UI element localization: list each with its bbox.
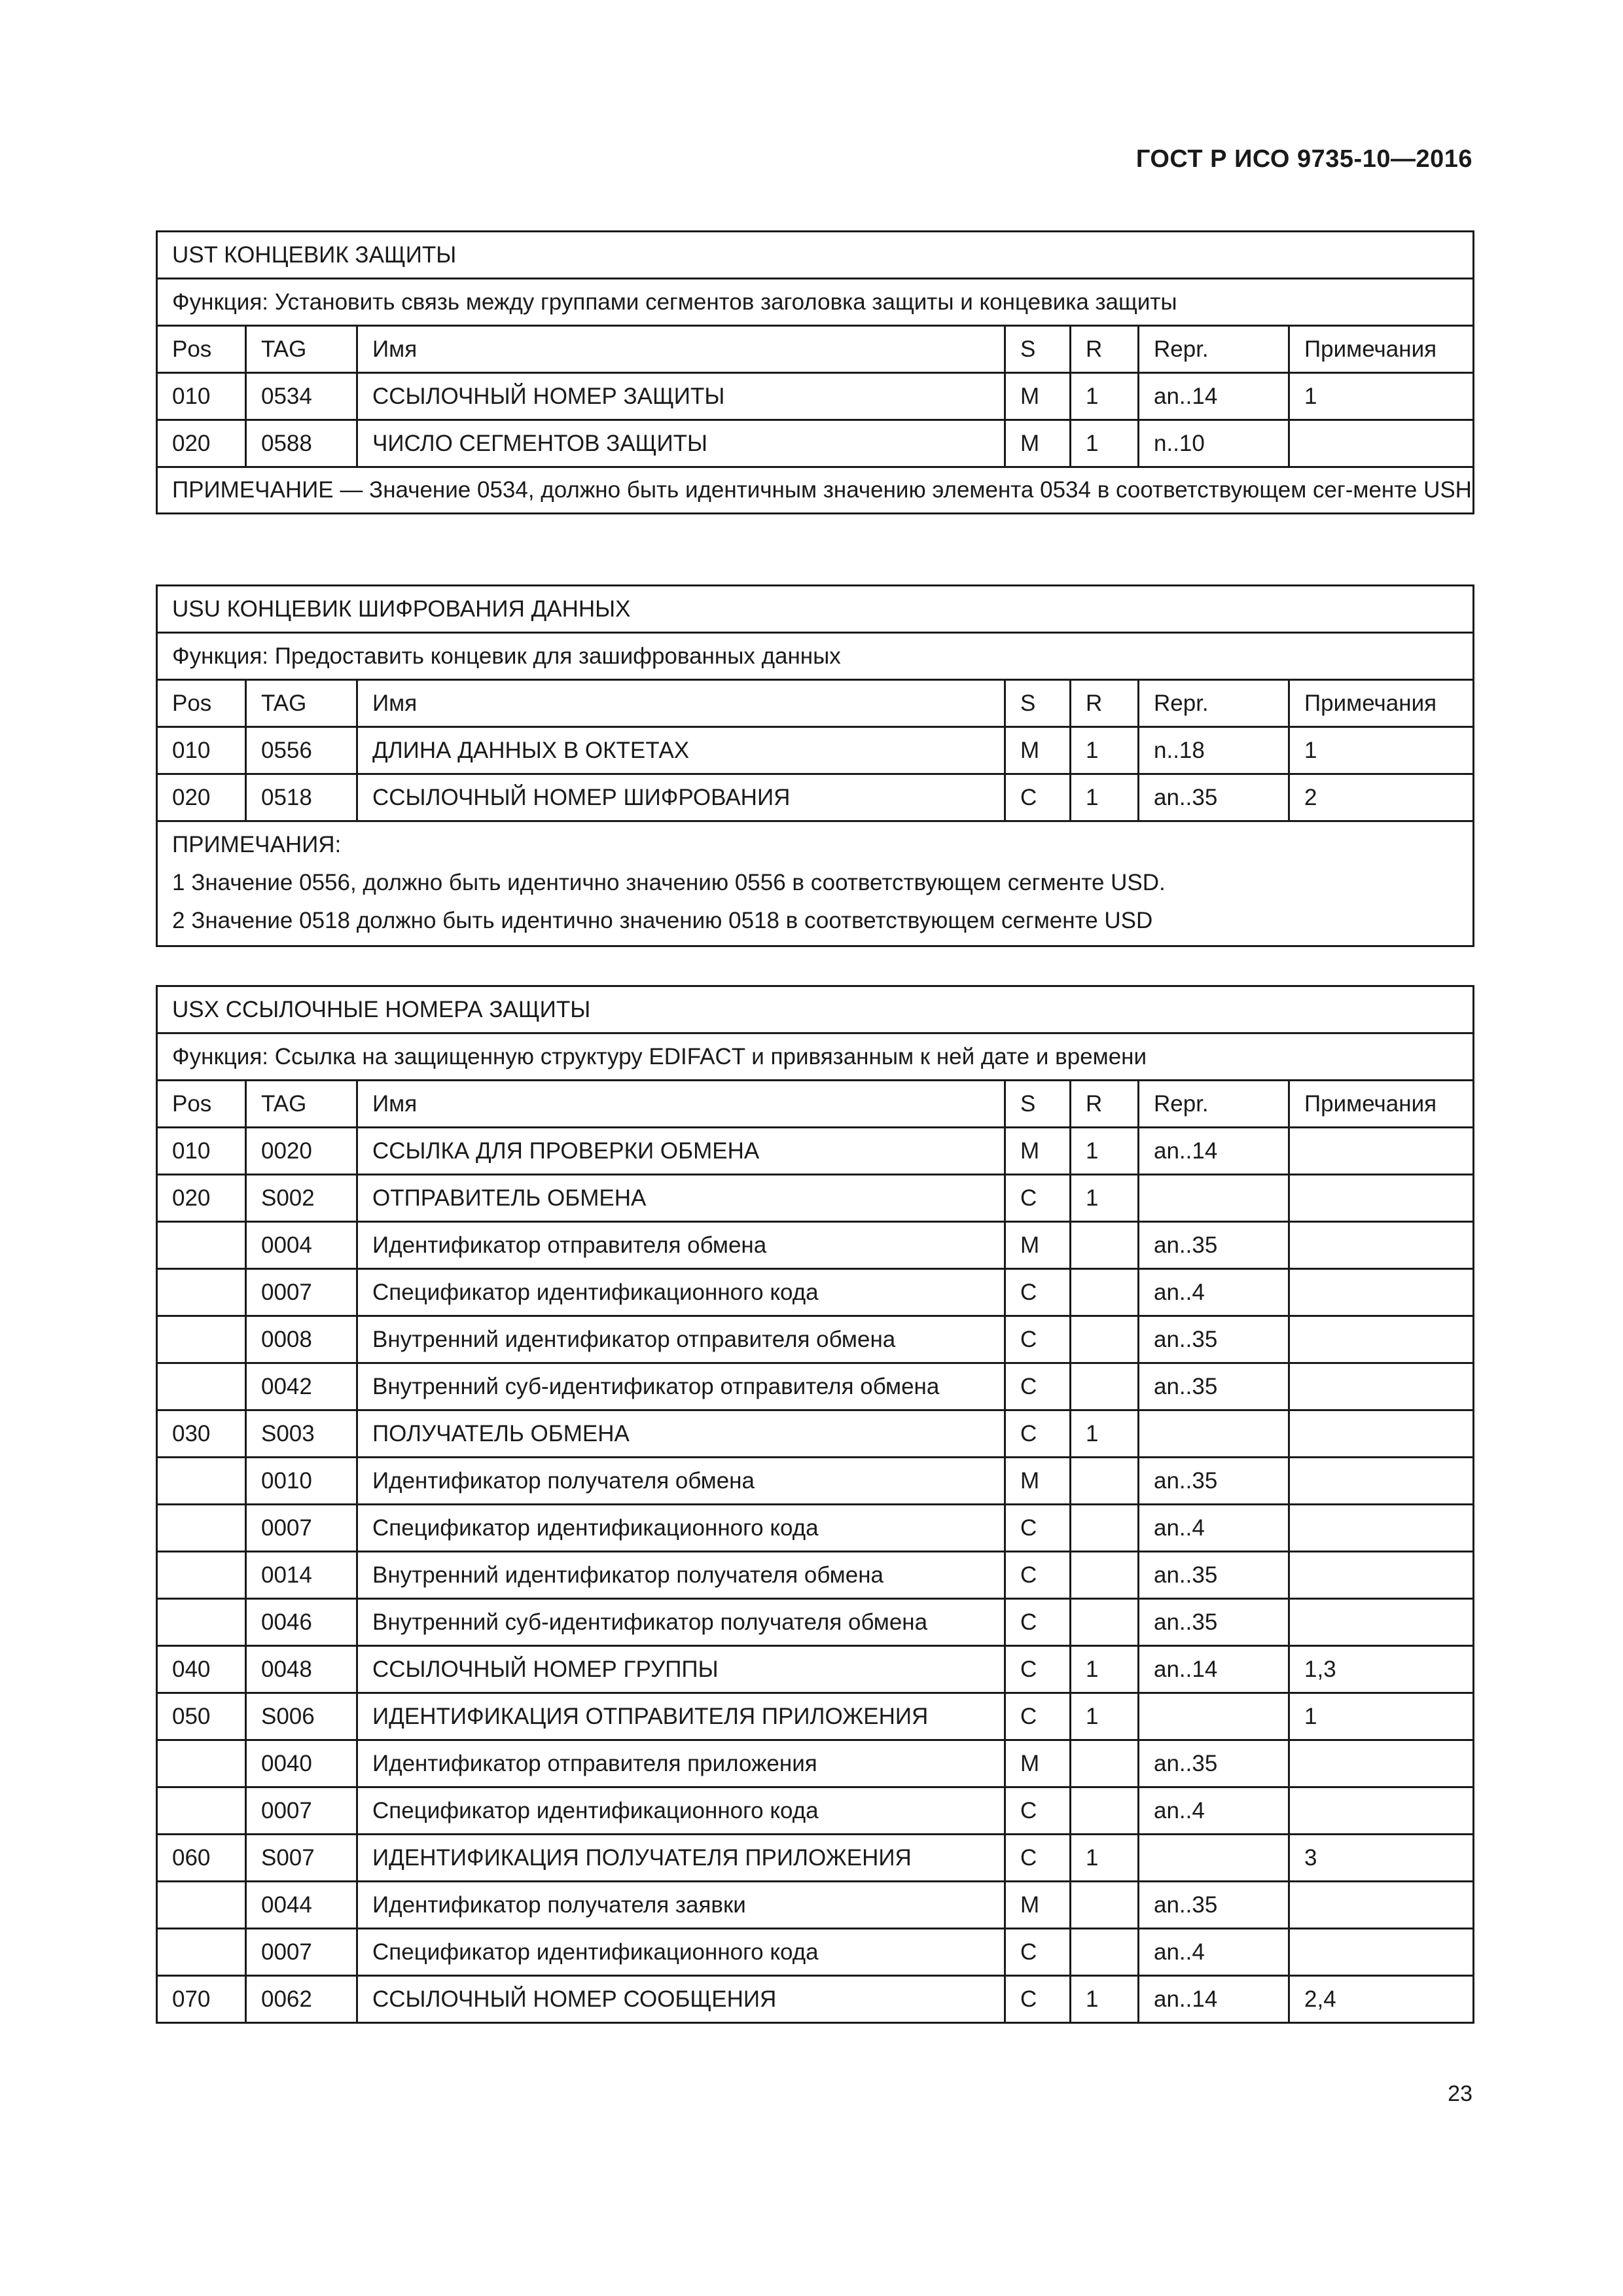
cell-pos [157, 1505, 246, 1552]
table-row [157, 1410, 1474, 1458]
notes-heading: ПРИМЕЧАНИЯ: [172, 832, 342, 857]
cell-repr [1139, 1835, 1289, 1882]
cell-pos: 070 [157, 1976, 246, 2023]
cell-pos: 020 [157, 420, 246, 467]
cell-repr: an..14 [1139, 1976, 1289, 2023]
cell-tag: 0007 [246, 1787, 357, 1835]
cell-name: Спецификатор идентификационного кода [357, 1929, 1005, 1976]
cell-notes [1289, 1128, 1474, 1175]
cell-s: C [1005, 1175, 1071, 1222]
cell-r [1071, 1316, 1139, 1363]
column-header-row [157, 680, 1474, 727]
cell-s: M [1005, 1222, 1071, 1269]
function-row [157, 1033, 1474, 1081]
col-header-r: R [1071, 680, 1139, 727]
cell-r: 1 [1071, 1175, 1139, 1222]
cell-repr [1139, 1410, 1289, 1458]
cell-tag: 0008 [246, 1316, 357, 1363]
cell-name: ДЛИНА ДАННЫХ В ОКТЕТАХ [357, 727, 1005, 774]
cell-s: C [1005, 1363, 1071, 1410]
cell-notes: 2 [1289, 774, 1474, 821]
col-header-s: S [1005, 326, 1071, 373]
segment-function: Функция: Предоставить концевик для зашифрованных данных [157, 633, 1474, 680]
cell-pos: 010 [157, 1128, 246, 1175]
col-header-notes: Примечания [1289, 680, 1474, 727]
cell-name: Идентификатор отправителя обмена [357, 1222, 1005, 1269]
cell-repr: an..14 [1139, 1646, 1289, 1693]
cell-notes [1289, 1363, 1474, 1410]
cell-name: Спецификатор идентификационного кода [357, 1505, 1005, 1552]
cell-repr: an..4 [1139, 1929, 1289, 1976]
cell-notes [1289, 1222, 1474, 1269]
cell-r [1071, 1363, 1139, 1410]
cell-repr: an..35 [1139, 774, 1289, 821]
cell-s: C [1005, 1269, 1071, 1316]
col-header-name: Имя [357, 326, 1005, 373]
cell-repr: an..4 [1139, 1505, 1289, 1552]
cell-s: C [1005, 1599, 1071, 1646]
cell-pos [157, 1740, 246, 1787]
cell-s: C [1005, 1976, 1071, 2023]
cell-name: ССЫЛОЧНЫЙ НОМЕР ЗАЩИТЫ [357, 373, 1005, 420]
table-row [157, 727, 1474, 774]
cell-name: Внутренний суб-идентификатор получателя обмена [357, 1599, 1005, 1646]
cell-name: Внутренний идентификатор получателя обмена [357, 1552, 1005, 1599]
cell-s: M [1005, 727, 1071, 774]
page-number: 23 [1448, 2081, 1472, 2106]
table-row [157, 1458, 1474, 1505]
table-row [157, 1269, 1474, 1316]
cell-s: C [1005, 1410, 1071, 1458]
cell-s: C [1005, 1693, 1071, 1740]
cell-pos: 030 [157, 1410, 246, 1458]
cell-pos [157, 1269, 246, 1316]
cell-name: Идентификатор получателя обмена [357, 1458, 1005, 1505]
document-code: ГОСТ Р ИСО 9735-10—2016 [1135, 145, 1472, 173]
table-row [157, 1128, 1474, 1175]
cell-tag: S002 [246, 1175, 357, 1222]
col-header-tag: TAG [246, 326, 357, 373]
cell-r [1071, 1552, 1139, 1599]
cell-tag: 0020 [246, 1128, 357, 1175]
segment-table-usx [156, 985, 1474, 2024]
table-row [157, 1222, 1474, 1269]
note-item-2: 2 Значение 0518 должно быть идентично значению 0518 в соответствующем сегменте USD [172, 908, 1153, 933]
segment-function: Функция: Установить связь между группами сегментов заголовка защиты и концевика защиты [157, 279, 1474, 326]
cell-notes [1289, 1740, 1474, 1787]
col-header-s: S [1005, 680, 1071, 727]
cell-s: M [1005, 1882, 1071, 1929]
cell-r [1071, 1222, 1139, 1269]
cell-s: C [1005, 1929, 1071, 1976]
column-header-row [157, 1081, 1474, 1128]
cell-pos [157, 1929, 246, 1976]
cell-name: ССЫЛОЧНЫЙ НОМЕР ШИФРОВАНИЯ [357, 774, 1005, 821]
note-item-1: 1 Значение 0556, должно быть идентично значению 0556 в соответствующем сегменте USD. [172, 870, 1166, 895]
cell-r: 1 [1071, 1976, 1139, 2023]
col-header-tag: TAG [246, 680, 357, 727]
notes-row [157, 821, 1474, 946]
cell-name: Спецификатор идентификационного кода [357, 1787, 1005, 1835]
cell-tag: 0044 [246, 1882, 357, 1929]
segment-function: Функция: Ссылка на защищенную структуру EDIFACT и привязанным к ней дате и времени [157, 1033, 1474, 1081]
cell-name: Идентификатор получателя заявки [357, 1882, 1005, 1929]
cell-notes: 1 [1289, 727, 1474, 774]
table-row [157, 1882, 1474, 1929]
cell-r [1071, 1505, 1139, 1552]
cell-tag: 0062 [246, 1976, 357, 2023]
cell-repr: an..14 [1139, 1128, 1289, 1175]
cell-name: Внутренний суб-идентификатор отправителя обмена [357, 1363, 1005, 1410]
col-header-name: Имя [357, 1081, 1005, 1128]
table-row [157, 1599, 1474, 1646]
table-row [157, 1929, 1474, 1976]
cell-pos [157, 1552, 246, 1599]
cell-name: ЧИСЛО СЕГМЕНТОВ ЗАЩИТЫ [357, 420, 1005, 467]
cell-pos [157, 1599, 246, 1646]
cell-tag: 0040 [246, 1740, 357, 1787]
column-header-row [157, 326, 1474, 373]
table-row [157, 1175, 1474, 1222]
cell-s: C [1005, 1646, 1071, 1693]
cell-notes [1289, 1552, 1474, 1599]
cell-notes [1289, 1175, 1474, 1222]
cell-r [1071, 1740, 1139, 1787]
cell-name: Спецификатор идентификационного кода [357, 1269, 1005, 1316]
cell-notes [1289, 1316, 1474, 1363]
cell-pos [157, 1316, 246, 1363]
cell-tag: 0048 [246, 1646, 357, 1693]
col-header-repr: Repr. [1139, 680, 1289, 727]
cell-tag: 0010 [246, 1458, 357, 1505]
table-title-row [157, 586, 1474, 633]
cell-tag: S007 [246, 1835, 357, 1882]
cell-r [1071, 1929, 1139, 1976]
cell-repr [1139, 1175, 1289, 1222]
cell-repr: an..4 [1139, 1269, 1289, 1316]
table-row [157, 1363, 1474, 1410]
table-row [157, 373, 1474, 420]
cell-s: C [1005, 1552, 1071, 1599]
cell-repr: an..14 [1139, 373, 1289, 420]
cell-tag: 0518 [246, 774, 357, 821]
col-header-r: R [1071, 326, 1139, 373]
table-title-row [157, 986, 1474, 1033]
cell-s: C [1005, 1787, 1071, 1835]
cell-repr: an..35 [1139, 1599, 1289, 1646]
cell-name: ИДЕНТИФИКАЦИЯ ПОЛУЧАТЕЛЯ ПРИЛОЖЕНИЯ [357, 1835, 1005, 1882]
cell-s: M [1005, 420, 1071, 467]
cell-repr: an..35 [1139, 1458, 1289, 1505]
cell-r: 1 [1071, 1410, 1139, 1458]
table-row [157, 774, 1474, 821]
cell-notes [1289, 420, 1474, 467]
col-header-repr: Repr. [1139, 326, 1289, 373]
cell-pos: 040 [157, 1646, 246, 1693]
cell-repr: an..4 [1139, 1787, 1289, 1835]
cell-pos [157, 1882, 246, 1929]
table-row [157, 1505, 1474, 1552]
function-row [157, 279, 1474, 326]
cell-name: ОТПРАВИТЕЛЬ ОБМЕНА [357, 1175, 1005, 1222]
cell-tag: 0046 [246, 1599, 357, 1646]
table-row [157, 1646, 1474, 1693]
note-row [157, 467, 1474, 514]
col-header-notes: Примечания [1289, 1081, 1474, 1128]
col-header-repr: Repr. [1139, 1081, 1289, 1128]
cell-name: ПОЛУЧАТЕЛЬ ОБМЕНА [357, 1410, 1005, 1458]
cell-repr: n..18 [1139, 727, 1289, 774]
cell-notes [1289, 1505, 1474, 1552]
cell-pos [157, 1222, 246, 1269]
cell-pos: 020 [157, 1175, 246, 1222]
cell-pos [157, 1787, 246, 1835]
cell-notes [1289, 1458, 1474, 1505]
cell-tag: S006 [246, 1693, 357, 1740]
cell-s: M [1005, 1128, 1071, 1175]
cell-repr: an..35 [1139, 1316, 1289, 1363]
cell-notes: 1 [1289, 1693, 1474, 1740]
cell-notes [1289, 1929, 1474, 1976]
cell-s: C [1005, 774, 1071, 821]
cell-r [1071, 1458, 1139, 1505]
col-header-r: R [1071, 1081, 1139, 1128]
cell-r: 1 [1071, 1835, 1139, 1882]
cell-notes: 1,3 [1289, 1646, 1474, 1693]
cell-tag: 0014 [246, 1552, 357, 1599]
cell-repr: an..35 [1139, 1222, 1289, 1269]
cell-s: C [1005, 1505, 1071, 1552]
segment-title: USX ССЫЛОЧНЫЕ НОМЕРА ЗАЩИТЫ [157, 986, 1474, 1033]
table-row [157, 1693, 1474, 1740]
cell-tag: 0042 [246, 1363, 357, 1410]
table-row [157, 1787, 1474, 1835]
table-row [157, 1740, 1474, 1787]
cell-s: M [1005, 373, 1071, 420]
cell-r [1071, 1269, 1139, 1316]
cell-notes [1289, 1787, 1474, 1835]
cell-pos: 010 [157, 727, 246, 774]
cell-tag: 0004 [246, 1222, 357, 1269]
cell-s: C [1005, 1835, 1071, 1882]
cell-r: 1 [1071, 1693, 1139, 1740]
cell-repr: an..35 [1139, 1740, 1289, 1787]
cell-repr: an..35 [1139, 1363, 1289, 1410]
cell-pos: 010 [157, 373, 246, 420]
cell-name: Внутренний идентификатор отправителя обмена [357, 1316, 1005, 1363]
cell-name: Идентификатор отправителя приложения [357, 1740, 1005, 1787]
cell-pos: 060 [157, 1835, 246, 1882]
table-row [157, 420, 1474, 467]
cell-r [1071, 1787, 1139, 1835]
segment-title: USU КОНЦЕВИК ШИФРОВАНИЯ ДАННЫХ [157, 586, 1474, 633]
cell-pos [157, 1363, 246, 1410]
cell-notes: 3 [1289, 1835, 1474, 1882]
cell-pos: 020 [157, 774, 246, 821]
cell-s: C [1005, 1316, 1071, 1363]
col-header-pos: Pos [157, 680, 246, 727]
segment-note: ПРИМЕЧАНИЕ — Значение 0534, должно быть идентичным значению элемента 0534 в соответствующем сег-менте USH [157, 467, 1474, 514]
segment-title: UST КОНЦЕВИК ЗАЩИТЫ [157, 232, 1474, 279]
cell-r: 1 [1071, 727, 1139, 774]
cell-r: 1 [1071, 373, 1139, 420]
cell-repr: n..10 [1139, 420, 1289, 467]
cell-tag: 0588 [246, 420, 357, 467]
col-header-tag: TAG [246, 1081, 357, 1128]
cell-tag: 0534 [246, 373, 357, 420]
col-header-name: Имя [357, 680, 1005, 727]
cell-tag: 0007 [246, 1505, 357, 1552]
table-row [157, 1835, 1474, 1882]
cell-r: 1 [1071, 774, 1139, 821]
cell-r [1071, 1599, 1139, 1646]
cell-s: M [1005, 1458, 1071, 1505]
cell-r: 1 [1071, 1646, 1139, 1693]
col-header-pos: Pos [157, 326, 246, 373]
cell-repr: an..35 [1139, 1882, 1289, 1929]
cell-notes [1289, 1410, 1474, 1458]
col-header-pos: Pos [157, 1081, 246, 1128]
cell-r [1071, 1882, 1139, 1929]
cell-tag: 0556 [246, 727, 357, 774]
table-row [157, 1552, 1474, 1599]
table-row [157, 1976, 1474, 2023]
cell-name: ССЫЛКА ДЛЯ ПРОВЕРКИ ОБМЕНА [357, 1128, 1005, 1175]
cell-notes: 1 [1289, 373, 1474, 420]
col-header-s: S [1005, 1081, 1071, 1128]
cell-notes: 2,4 [1289, 1976, 1474, 2023]
segment-notes [157, 821, 1474, 946]
cell-tag: 0007 [246, 1269, 357, 1316]
cell-notes [1289, 1882, 1474, 1929]
cell-name: ССЫЛОЧНЫЙ НОМЕР ГРУППЫ [357, 1646, 1005, 1693]
function-row [157, 633, 1474, 680]
cell-pos [157, 1458, 246, 1505]
cell-notes [1289, 1269, 1474, 1316]
table-title-row [157, 232, 1474, 279]
cell-pos: 050 [157, 1693, 246, 1740]
segment-table-usu [156, 584, 1474, 947]
segment-table-ust [156, 230, 1474, 514]
cell-r: 1 [1071, 1128, 1139, 1175]
cell-notes [1289, 1599, 1474, 1646]
cell-repr: an..35 [1139, 1552, 1289, 1599]
cell-s: M [1005, 1740, 1071, 1787]
cell-name: ССЫЛОЧНЫЙ НОМЕР СООБЩЕНИЯ [357, 1976, 1005, 2023]
col-header-notes: Примечания [1289, 326, 1474, 373]
table-row [157, 1316, 1474, 1363]
cell-tag: 0007 [246, 1929, 357, 1976]
cell-repr [1139, 1693, 1289, 1740]
cell-r: 1 [1071, 420, 1139, 467]
cell-name: ИДЕНТИФИКАЦИЯ ОТПРАВИТЕЛЯ ПРИЛОЖЕНИЯ [357, 1693, 1005, 1740]
cell-tag: S003 [246, 1410, 357, 1458]
